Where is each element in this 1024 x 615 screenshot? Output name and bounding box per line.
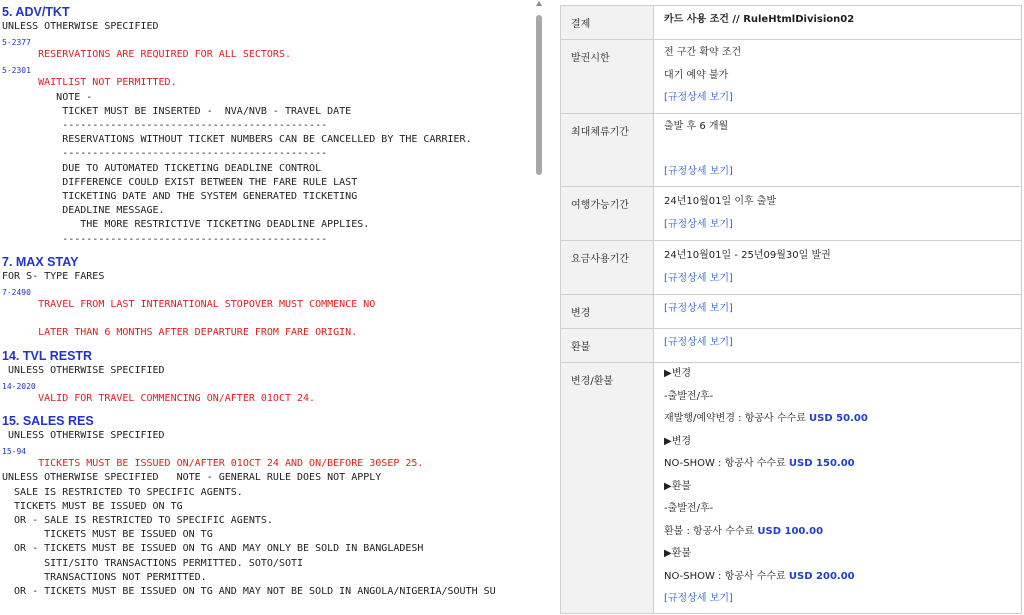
fee-label: NO-SHOW : 항공사 수수료	[664, 570, 786, 582]
rule-code: 5-2301	[2, 66, 31, 76]
section-subtitle: UNLESS OTHERWISE SPECIFIED	[2, 21, 159, 32]
rule-code: 5-2377	[2, 38, 31, 48]
row-label: 요금사용기간	[561, 241, 654, 295]
rule-highlight-text: WAITLIST NOT PERMITTED.	[2, 77, 177, 89]
fee-amount: USD 100.00	[757, 525, 824, 537]
fee-label: 환불 : 항공사 수수료	[664, 525, 755, 537]
fee-amount: USD 150.00	[788, 458, 855, 469]
table-row	[561, 113, 1022, 187]
row-value	[654, 295, 1022, 329]
value-line: -출발전/후-	[664, 503, 714, 514]
value-line: 출발 후 6 개월	[664, 120, 729, 132]
row-value	[654, 329, 1022, 363]
fee-line	[664, 566, 1011, 589]
row-value	[654, 113, 1022, 187]
rule-code: 7-2490	[2, 288, 31, 298]
rule-note-text: NOTE - TICKET MUST BE INSERTED - NVA/NVB - TRAVEL DATE -------------------------------------------- RESERVATIONS WITHOUT TICKET NUMBERS CAN BE CANCELLED BY THE CARRIER. -------------------------------------------- DUE TO AUTOMATED TICKETING DEADLINE CONTROL DIFFERENCE COULD EXIST BETWEEN THE FARE RULE LAST TICKETING DATE AND THE SYSTEM GENERATED TICKETING DEADLINE MESSAGE. THE MORE RESTRICTIVE TICKETING DEADLINE APPLIES. --------------------------------------------	[56, 91, 472, 245]
scroll-up-arrow-icon[interactable]	[536, 1, 542, 6]
fee-amount: USD 50.00	[809, 413, 868, 424]
value-line: 24년10월01일 이후 출발	[664, 196, 777, 207]
row-label: 최대체류기간	[561, 113, 654, 187]
row-label: 환불	[561, 329, 654, 363]
row-label: 발권시한	[561, 40, 654, 114]
row-value	[654, 241, 1022, 295]
rule-highlight-text: VALID FOR TRAVEL COMMENCING ON/AFTER 01OCT 24.	[2, 392, 316, 404]
table-row	[561, 329, 1022, 363]
fee-label: NO-SHOW : 항공사 수수료	[664, 458, 786, 469]
fee-amount: USD 200.00	[788, 570, 855, 582]
change-heading: ▶변경	[664, 368, 692, 379]
refund-heading: ▶환불	[664, 480, 692, 492]
row-label: 여행가능기간	[561, 187, 654, 241]
rule-code: 14-2020	[2, 381, 36, 391]
rule-code: 15-94	[2, 447, 27, 457]
rule-summary-table	[560, 5, 1022, 614]
rule-highlight-text: RESERVATIONS ARE REQUIRED FOR ALL SECTORS.	[2, 49, 291, 61]
rule-body-text: UNLESS OTHERWISE SPECIFIED NOTE - GENERAL RULE DOES NOT APPLY SALE IS RESTRICTED TO SPECIFIC AGENTS. TICKETS MUST BE ISSUED ON TG OR - SALE IS RESTRICTED TO SPECIFIC AGENTS. TICKETS MUST BE ISSUED ON TG OR - TICKETS MUST BE ISSUED ON TG AND MAY ONLY BE SOLD IN BANGLADESH SITI/SITO TRANSACTIONS PERMITTED. SOTO/SOTI TRANSACTIONS NOT PERMITTED. OR - TICKETS MUST BE ISSUED ON TG AND MAY NOT BE SOLD IN ANGOLA/NIGERIA/SOUTH SU	[2, 472, 496, 598]
section-title-sales-res: 15. SALES RES	[2, 414, 94, 429]
fee-line	[664, 453, 1011, 476]
rule-detail-link[interactable]: [규정상세 보기]	[664, 337, 733, 348]
refund-heading: ▶환불	[664, 548, 692, 559]
row-value	[654, 187, 1022, 241]
rule-detail-link[interactable]: [규정상세 보기]	[664, 165, 733, 177]
row-label: 변경	[561, 295, 654, 329]
rule-highlight-text: TICKETS MUST BE ISSUED ON/AFTER 01OCT 24 AND ON/BEFORE 30SEP 25.	[2, 458, 424, 470]
rule-detail-link[interactable]: [규정상세 보기]	[664, 272, 733, 284]
change-heading: ▶변경	[664, 435, 692, 447]
rule-highlight-text: TRAVEL FROM LAST INTERNATIONAL STOPOVER MUST COMMENCE NO LATER THAN 6 MONTHS AFTER DEPARTURE FROM FARE ORIGIN.	[38, 299, 376, 339]
row-label: 결제	[561, 6, 654, 40]
row-value	[654, 363, 1022, 614]
fee-line	[664, 408, 1011, 431]
rule-summary-panel	[560, 5, 1022, 614]
rule-detail-link[interactable]: [규정상세 보기]	[664, 218, 733, 230]
section-subtitle: UNLESS OTHERWISE SPECIFIED	[2, 364, 165, 376]
table-row	[561, 187, 1022, 241]
table-row	[561, 363, 1022, 614]
fee-line	[664, 521, 1011, 544]
rule-detail-link[interactable]: [규정상세 보기]	[664, 92, 733, 103]
row-label: 변경/환불	[561, 363, 654, 614]
fee-label: 재발행/예약변경 : 항공사 수수료	[664, 413, 806, 424]
value-line: 대기 예약 불가	[664, 69, 729, 81]
row-value	[654, 40, 1022, 114]
table-row	[561, 6, 1022, 40]
value-line: 24년10월01일 - 25년09월30일 발권	[664, 250, 831, 261]
table-row	[561, 40, 1022, 114]
vertical-scrollbar[interactable]	[534, 0, 544, 615]
table-row	[561, 295, 1022, 329]
section-subtitle: FOR S- TYPE FARES	[2, 270, 105, 282]
table-row	[561, 241, 1022, 295]
section-subtitle: UNLESS OTHERWISE SPECIFIED	[2, 430, 165, 442]
payment-condition: 카드 사용 조건 // RuleHtmlDivision02	[664, 14, 855, 25]
scrollbar-thumb[interactable]	[536, 15, 542, 175]
row-value	[654, 6, 1022, 40]
rule-detail-link[interactable]: [규정상세 보기]	[664, 303, 733, 314]
value-line: -출발전/후-	[664, 390, 714, 402]
rule-detail-link[interactable]: [규정상세 보기]	[664, 593, 733, 604]
section-title-max-stay: 7. MAX STAY	[2, 254, 79, 269]
value-line: 전 구간 확약 조건	[664, 47, 742, 58]
section-title-tvl-restr: 14. TVL RESTR	[2, 348, 93, 363]
section-title-adv-tkt: 5. ADV/TKT	[2, 5, 70, 19]
